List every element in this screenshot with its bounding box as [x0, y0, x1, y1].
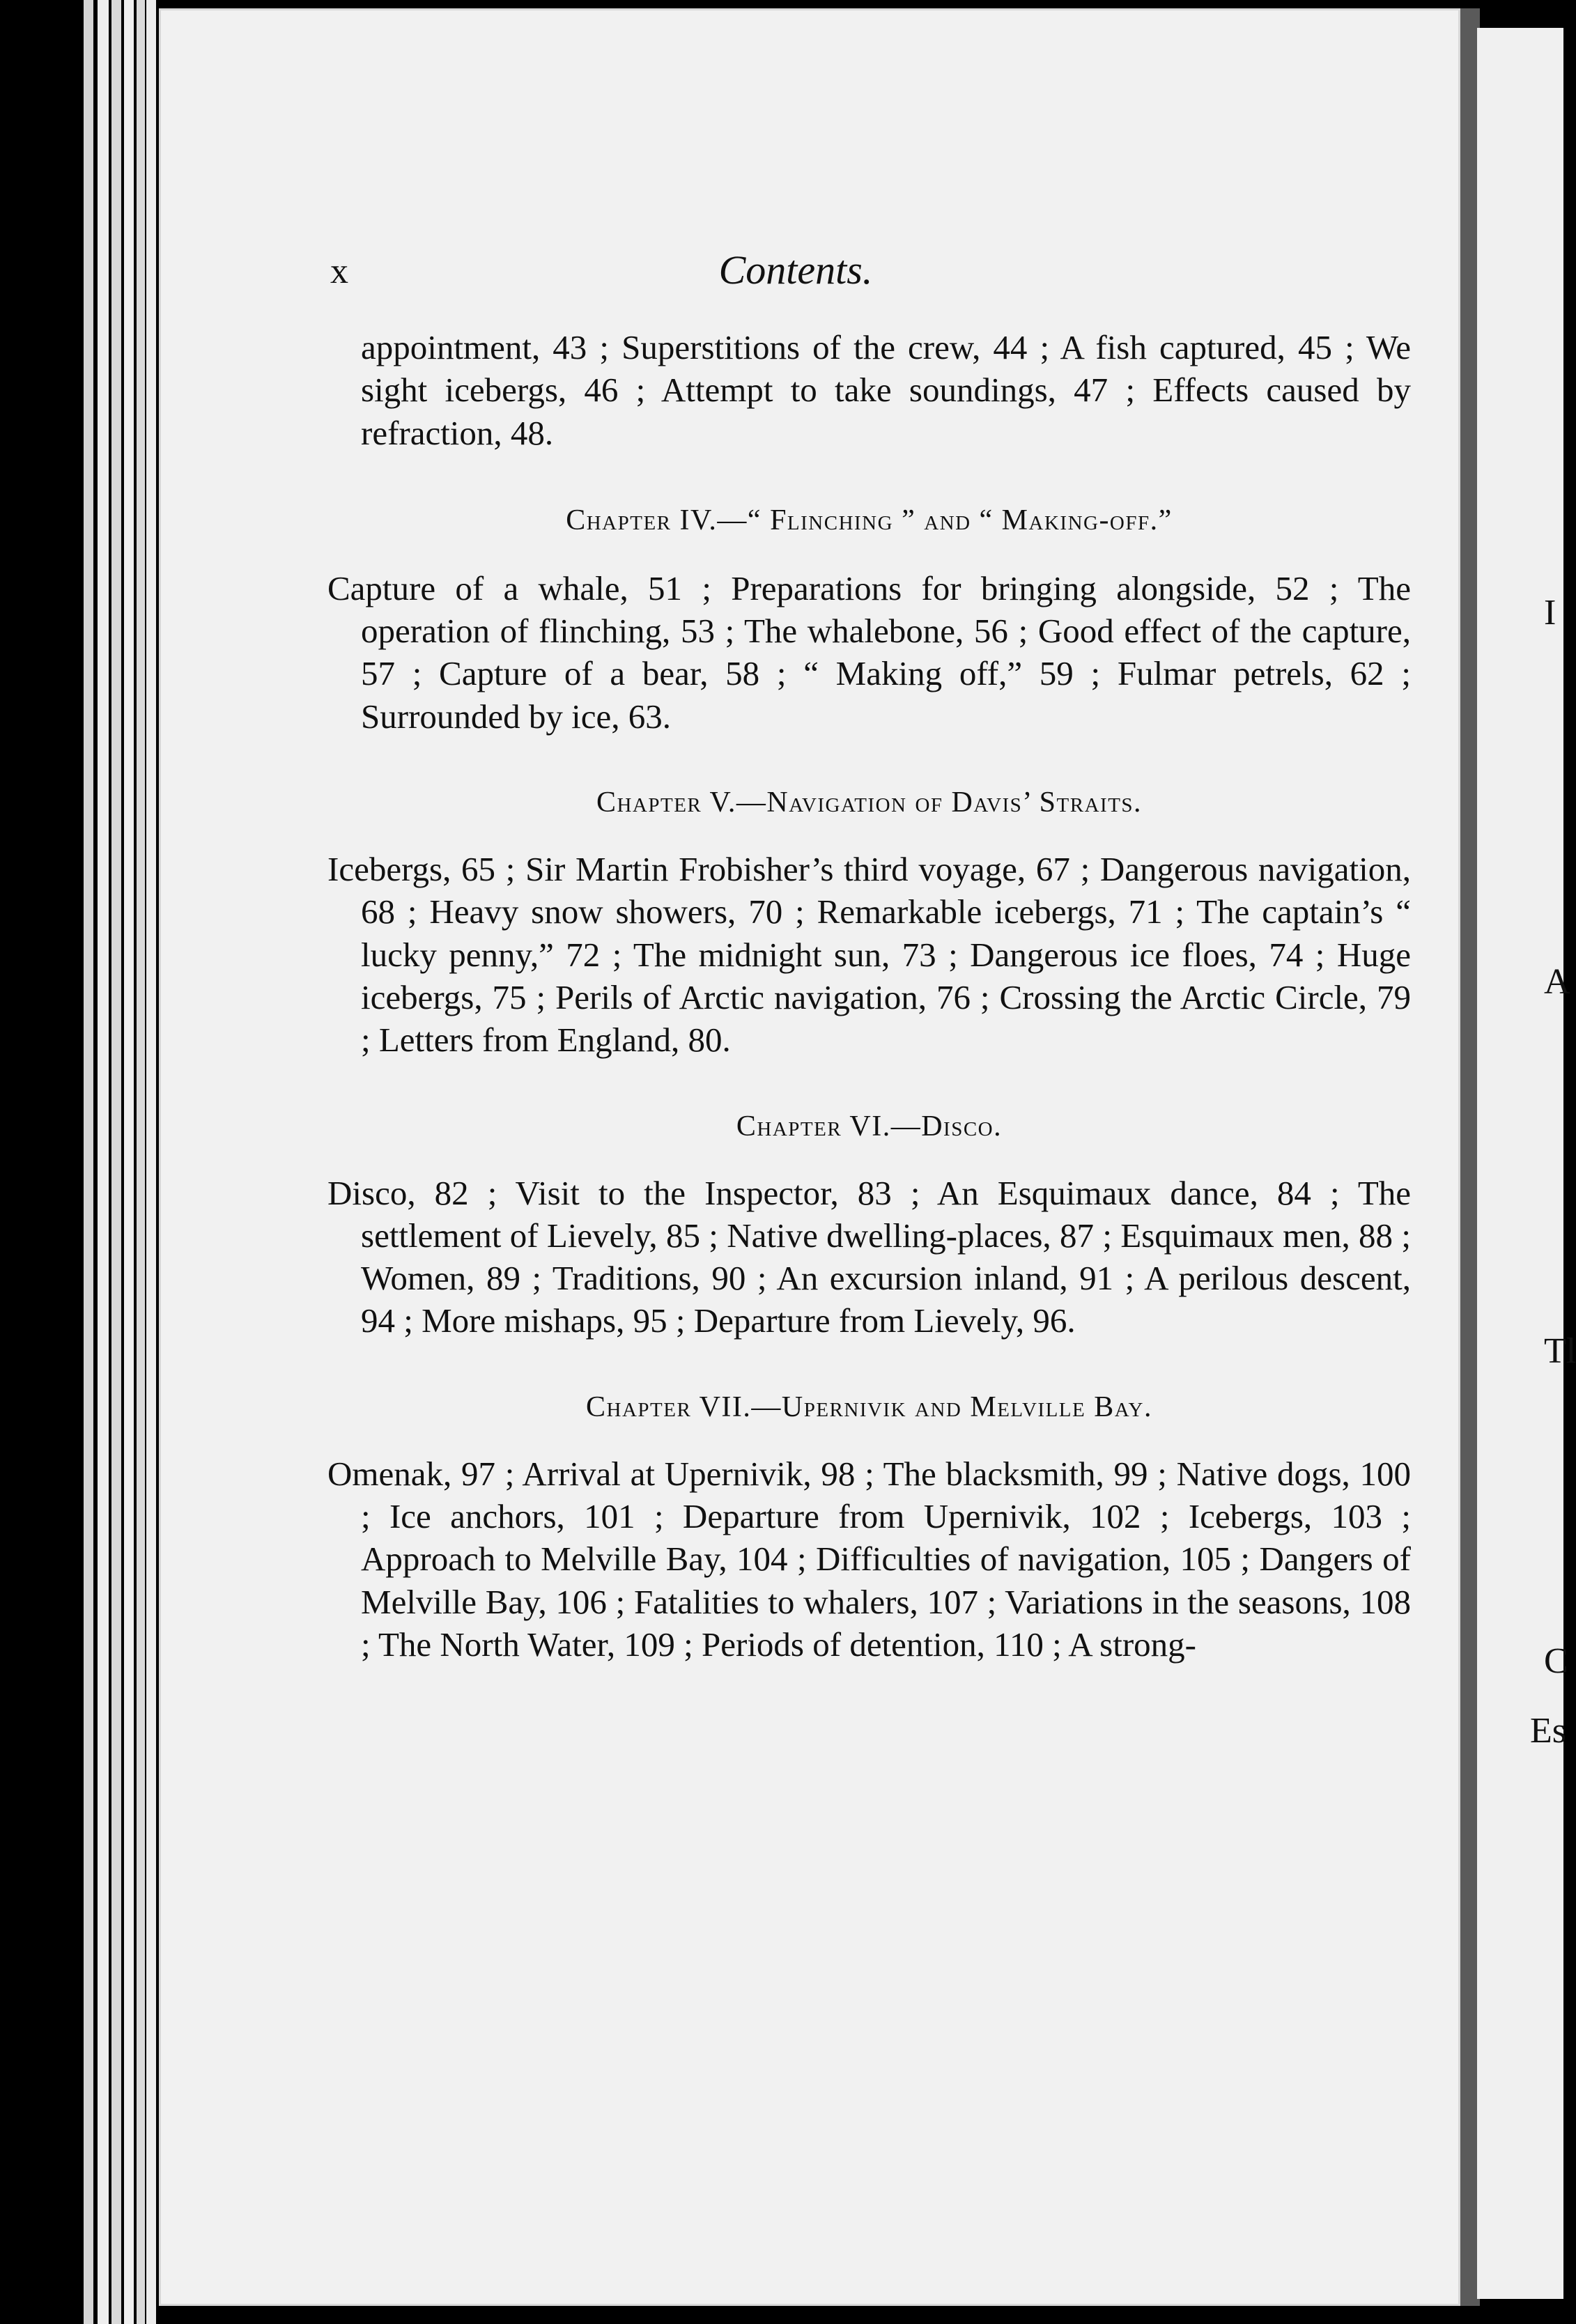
page-number: x: [330, 251, 348, 291]
facing-page-fragment: Tl: [1544, 1331, 1576, 1371]
facing-page-fragment: A: [1544, 962, 1570, 1002]
chapter-summary: Icebergs, 65 ; Sir Martin Frobisher’s third voyage, 67 ; Dangerous navigation, 68 ; Heavy snow showers, 70 ; Remarkable icebergs, 71 ; The captain’s “ lucky penny,” 72 ; The midnight sun, 73 ; Dangerous ice floes, 74 ; Huge icebergs, 75 ; Perils of Arctic navigation, 76 ; Crossing the Arctic Circle, 79 ; Letters from England, 80.: [327, 850, 1411, 1060]
facing-page-fragment: Es: [1530, 1711, 1566, 1751]
page-header: [0, 247, 1563, 300]
page-edge: [146, 0, 156, 2324]
facing-page: [1477, 28, 1563, 2299]
chapter-heading: Chapter IV.—“ Flinching ” and “ Making-off.”: [566, 504, 1173, 536]
page-edge: [111, 0, 121, 2324]
page-edge: [84, 0, 93, 2324]
chapter-summary: Capture of a whale, 51 ; Preparations for bringing alongside, 52 ; The operation of flinching, 53 ; The whalebone, 56 ; Good effect of the capture, 57 ; Capture of a bear, 58 ; “ Making off,” 59 ; Fulmar petrels, 62 ; Surrounded by ice, 63.: [327, 568, 1411, 736]
running-title: Contents.: [718, 247, 873, 293]
chapter-heading: Chapter V.—Navigation of Davis’ Straits.: [596, 787, 1143, 819]
chapter-heading: Chapter VI.—Disco.: [736, 1110, 1003, 1142]
chapter-summary: Omenak, 97 ; Arrival at Upernivik, 98 ; The blacksmith, 99 ; Native dogs, 100 ; Ice anchors, 101 ; Departure from Upernivik, 102 ; Icebergs, 103 ; Approach to Melville Bay, 104 ; Difficulties of navigation, 105 ; Dangers of Melville Bay, 106 ; Fatalities to whalers, 107 ; Variations in the seasons, 108 ; The North Water, 109 ; Periods of detention, 110 ; A strong-: [327, 1454, 1411, 1664]
page-edge: [98, 0, 109, 2324]
chapter-summary: Disco, 82 ; Visit to the Inspector, 83 ; An Esquimaux dance, 84 ; The settlement of Lievely, 85 ; Native dwelling-places, 87 ; Esquimaux men, 88 ; Women, 89 ; Traditions, 90 ; An excursion inland, 91 ; A perilous descent, 94 ; More mishaps, 95 ; Departure from Lievely, 96.: [327, 1173, 1411, 1340]
chapter-heading: Chapter VII.—Upernivik and Melville Bay.: [586, 1390, 1152, 1423]
contents-body: [327, 326, 1411, 1666]
facing-page-fragment: C: [1544, 1641, 1568, 1681]
page-edge: [124, 0, 134, 2324]
chapter-summary-continued: appointment, 43 ; Superstitions of the crew, 44 ; A fish captured, 45 ; We sight icebergs, 46 ; Attempt to take soundings, 47 ; Effects caused by refraction, 48.: [361, 328, 1411, 452]
page-edge: [137, 0, 145, 2324]
facing-page-fragment: I: [1544, 593, 1556, 633]
